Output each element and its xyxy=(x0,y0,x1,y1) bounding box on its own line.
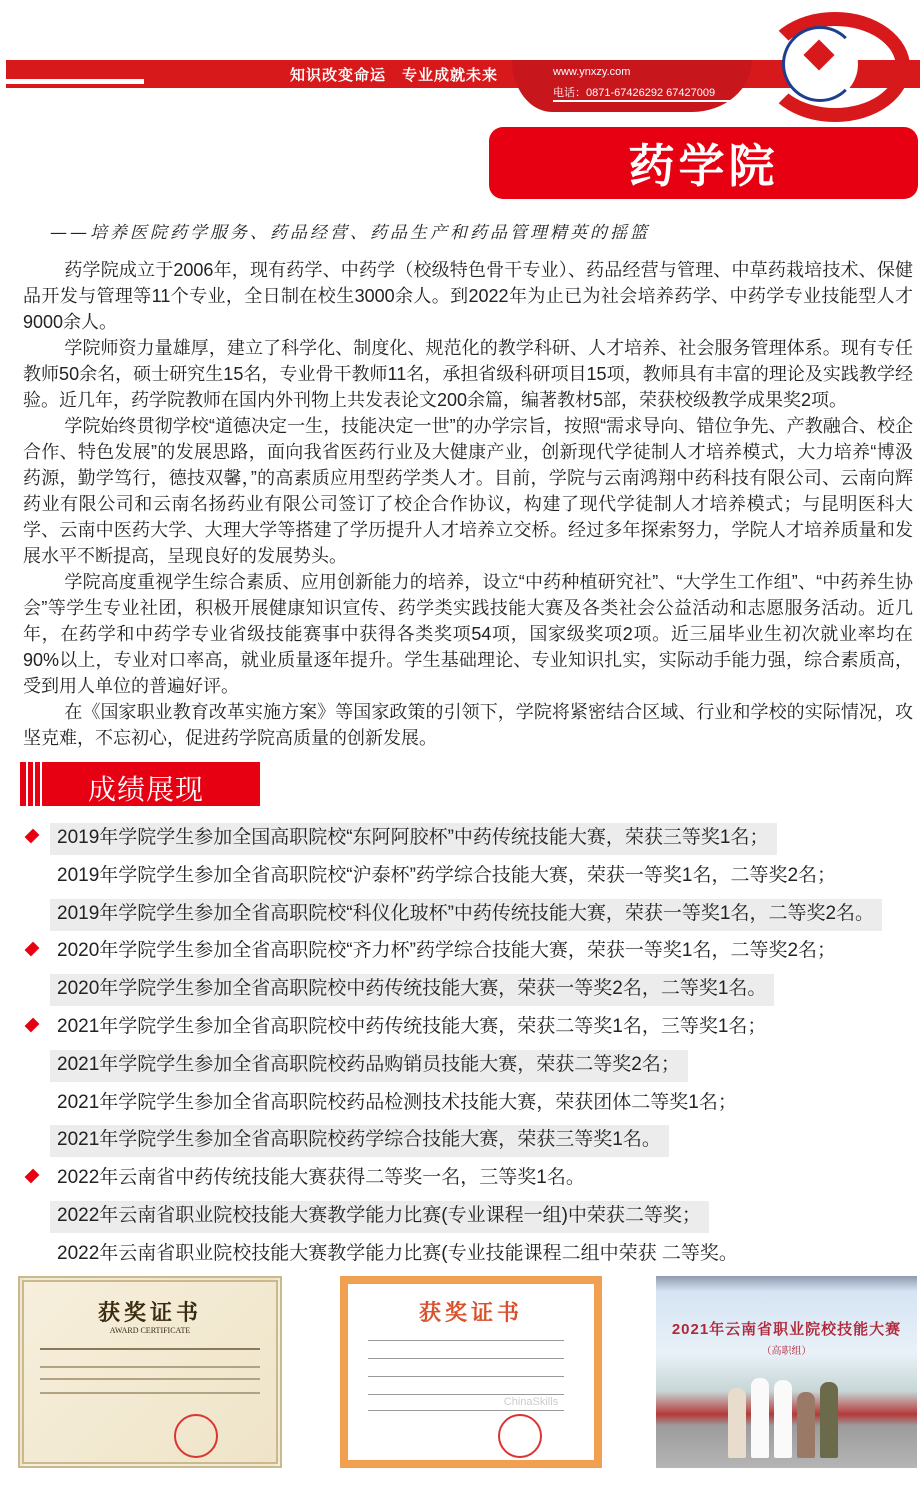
diamond-bullet-icon xyxy=(25,829,40,844)
intro-paragraph: 学院师资力量雄厚，建立了科学化、制度化、规范化的教学科研、人才培养、社会服务管理体系。现有专任教师50余名，硕士研究生15名，专业骨干教师11名，承担省级科研项目15项，教师具有丰富的理论及实践教学经验。近几年，药学院教师在国内外刊物上共发表论文200余篇，编著教材5部，荣获校级教学成果奖2项。 xyxy=(23,338,913,410)
banner-title: 2021年云南省职业院校技能大赛 xyxy=(671,1321,902,1338)
competition-group-photo xyxy=(656,1276,917,1468)
website-link[interactable]: www.ynxzy.com xyxy=(553,66,631,78)
banner-subtitle: （高职组） xyxy=(761,1346,812,1357)
achievement-text: 2022年云南省职业院校技能大赛教学能力比赛(专业技能课程二组中荣获 二等奖。 xyxy=(57,1242,738,1264)
intro-paragraph: 药学院成立于2006年，现有药学、中药学（校级特色骨干专业）、药品经营与管理、中草药栽培技术、保健品开发与管理等11个专业，全日制在校生3000余人。到2022年为止已为社会培养药学、中药学专业技能型人才9000余人。 xyxy=(23,260,913,332)
achievement-text: 2019年学院学生参加全国高职院校“东阿阿胶杯”中药传统技能大赛，荣获三等奖1名； xyxy=(50,823,777,855)
intro-paragraph: 学院高度重视学生综合素质、应用创新能力的培养，设立“中药种植研究社”、“大学生工作组”、“中药养生协会”等学生专业社团，积极开展健康知识宣传、药学类实践技能大赛及各类社会公益活动和志愿服务活动。近几年，在药学和中药学专业省级技能赛事中获得各类奖项54项，国家级奖项2项。近三届毕业生初次就业率均在90%以上，专业对口率高，就业质量逐年提升。学生基础理论、专业知识扎实，实际动手能力强，综合素质高，受到用人单位的普遍好评。 xyxy=(23,572,913,696)
achievement-item xyxy=(20,1048,910,1086)
chinaskills-watermark: ChinaSkills xyxy=(503,1396,559,1408)
person xyxy=(751,1378,769,1458)
intro-paragraph: 学院始终贯彻学校“道德决定一生，技能决定一世”的办学宗旨，按照“需求导向、错位争先、产教融合、校企合作、特色发展”的发展思路，面向我省医药行业及大健康产业，创新现代学徒制人才培养模式，大力培养“博汲药源，勤学笃行，德技双馨，”的高素质应用型药学类人才。目前，学院与云南鸿翔中药科技有限公司、云南向辉药业有限公司和云南名扬药业有限公司签订了校企合作协议，构建了现代学徒制人才培养模式；与昆明医科大学、云南中医药大学、大理大学等搭建了学历提升人才培养立交桥。经过多年探索努力，学院人才培养质量和发展水平不断提高，呈现良好的发展势头。 xyxy=(23,416,913,566)
phone-number: 电话：0871-67426292 67427009 xyxy=(553,87,716,99)
achievement-text: 2021年学院学生参加全省高职院校中药传统技能大赛，荣获二等奖1名，三等奖1名； xyxy=(57,1015,767,1037)
achievement-item xyxy=(20,1123,910,1161)
page-title-box xyxy=(489,127,918,199)
achievement-text: 2022年云南省职业院校技能大赛教学能力比赛(专业课程一组)中荣获二等奖； xyxy=(50,1201,709,1233)
achievement-text: 2019年学院学生参加全省高职院校“科仪化玻杯”中药传统技能大赛，荣获一等奖1名，二等奖2名。 xyxy=(50,899,882,931)
achievement-item xyxy=(20,1010,910,1048)
achievement-item xyxy=(20,1161,910,1199)
diamond-bullet-icon xyxy=(25,942,40,957)
achievement-item xyxy=(20,821,910,859)
achievement-item xyxy=(20,1237,910,1275)
achievements-header xyxy=(20,762,260,806)
certificate-text-lines xyxy=(368,1340,564,1341)
diamond-bullet-icon xyxy=(25,1018,40,1033)
achievement-item xyxy=(20,859,910,897)
certificate-title: 获奖证书 xyxy=(418,1300,523,1326)
person xyxy=(820,1382,838,1458)
person xyxy=(774,1380,792,1458)
achievement-item xyxy=(20,972,910,1010)
achievements-list xyxy=(20,821,910,1275)
achievement-text: 2021年学院学生参加全省高职院校药品检测技术技能大赛，荣获团体二等奖1名； xyxy=(57,1091,737,1113)
achievement-text: 2019年学院学生参加全省高职院校“沪泰杯”药学综合技能大赛，荣获一等奖1名，二等奖2名； xyxy=(57,864,837,886)
intro-paragraph: 在《国家职业教育改革实施方案》等国家政策的引领下，学院将紧密结合区域、行业和学校的实际情况，攻坚克难，不忘初心，促进药学院高质量的创新发展。 xyxy=(23,702,913,748)
stripe xyxy=(40,762,42,806)
achievement-text: 2020年学院学生参加全省高职院校“齐力杯”药学综合技能大赛，荣获一等奖1名，二等奖2名； xyxy=(57,940,837,962)
achievement-text: 2020年学院学生参加全省高职院校中药传统技能大赛，荣获一等奖2名，二等奖1名。 xyxy=(50,974,774,1006)
header-slogan: 知识改变命运 专业成就未来 xyxy=(290,67,499,84)
achievement-text: 2022年云南省中药传统技能大赛获得二等奖一名，三等奖1名。 xyxy=(57,1167,585,1189)
achievement-item xyxy=(20,1199,910,1237)
person xyxy=(797,1392,815,1458)
person xyxy=(728,1388,746,1458)
certificate-text-lines xyxy=(40,1348,260,1350)
award-certificate-image-1 xyxy=(18,1276,282,1468)
achievement-item xyxy=(20,934,910,972)
award-certificate-image-2 xyxy=(340,1276,602,1468)
page-title: 药学院 xyxy=(628,140,779,192)
diamond-bullet-icon xyxy=(25,1169,40,1184)
stripe xyxy=(33,762,35,806)
achievement-item xyxy=(20,897,910,935)
achievements-title: 成绩展现 xyxy=(88,774,205,805)
achievement-text: 2021年学院学生参加全省高职院校药品购销员技能大赛，荣获二等奖2名； xyxy=(50,1050,688,1082)
certificate-subtitle: AWARD CERTIFICATE xyxy=(109,1326,191,1335)
red-seal xyxy=(174,1414,218,1458)
red-seal xyxy=(498,1414,542,1458)
intro-text xyxy=(23,257,913,751)
stripe xyxy=(26,762,28,806)
achievement-text: 2021年学院学生参加全省高职院校药学综合技能大赛，荣获三等奖1名。 xyxy=(50,1125,669,1157)
page-subtitle: ——培养医院药学服务、药品经营、药品生产和药品管理精英的摇篮 xyxy=(50,223,650,243)
divider xyxy=(553,100,758,102)
header-stripe xyxy=(6,79,144,84)
achievement-item xyxy=(20,1086,910,1124)
certificate-title: 获奖证书 xyxy=(97,1300,202,1326)
